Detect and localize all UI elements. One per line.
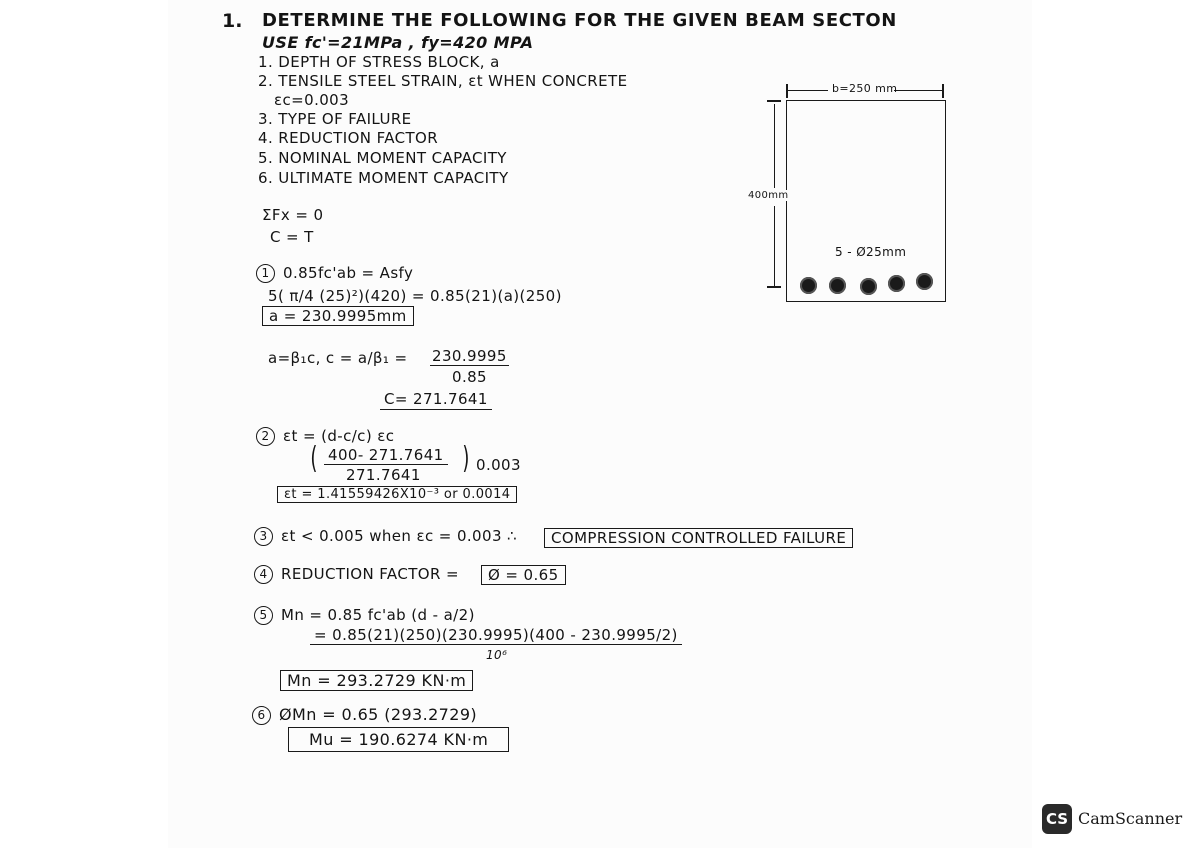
c-relation: a=β₁c, c = a/β₁ = [268, 349, 408, 367]
step-2-fraction-numerator: 400- 271.7641 [324, 446, 448, 465]
step-5-equation: Mn = 0.85 fc'ab (d - a/2) [281, 606, 475, 624]
step-5-denominator: 10⁶ [486, 648, 508, 662]
step-2-marker: 2 [256, 427, 275, 446]
height-label: 400mm [748, 190, 789, 201]
height-dim-line-top [774, 104, 775, 188]
problem-number: 1. [222, 10, 243, 32]
step-4-marker: 4 [254, 565, 273, 584]
equilibrium-equation: ΣFx = 0 [262, 206, 324, 224]
step-5-line-1 [254, 606, 475, 625]
width-dim-tick-right [942, 84, 944, 98]
task-item-1: 1. DEPTH OF STRESS BLOCK, a [258, 53, 500, 71]
rebar-2 [829, 277, 846, 294]
step-2-line-1 [256, 427, 394, 446]
camscanner-logo-icon: CS [1042, 804, 1072, 834]
c-result: C= 271.7641 [380, 390, 492, 410]
step-2-equation: εt = (d-c/c) εc [283, 427, 395, 445]
step-3-marker: 3 [254, 527, 273, 546]
rebar-4 [888, 275, 905, 292]
step-6-line-1 [252, 705, 477, 725]
height-dim-tick-bottom [767, 286, 781, 288]
height-dim-line-bottom [774, 206, 775, 286]
step-6-result: Mu = 190.6274 KN·m [288, 727, 509, 752]
bars-label: 5 - Ø25mm [835, 245, 907, 259]
step-6-marker: 6 [252, 706, 271, 725]
step-2-fraction-denominator: 271.7641 [346, 466, 421, 484]
task-item-2-cont: εc=0.003 [274, 91, 350, 109]
paren-right: ) [462, 441, 470, 476]
step-3-condition: εt < 0.005 when εc = 0.003 ∴ [281, 527, 517, 545]
rebar-3 [860, 278, 877, 295]
width-dim-line-left [788, 90, 828, 91]
c-fraction-denominator: 0.85 [452, 368, 487, 386]
problem-title: DETERMINE THE FOLLOWING FOR THE GIVEN BEAM SECTON [262, 10, 897, 31]
step-3-result: COMPRESSION CONTROLLED FAILURE [544, 528, 853, 548]
step-1-result: a = 230.9995mm [262, 306, 414, 326]
rebar-1 [800, 277, 817, 294]
paren-left: ( [310, 441, 318, 476]
step-1-line-1 [256, 264, 413, 283]
task-item-4: 4. REDUCTION FACTOR [258, 129, 439, 147]
c-fraction-numerator: 230.9995 [432, 347, 507, 365]
step-4-label: REDUCTION FACTOR = [281, 565, 459, 583]
task-item-5: 5. NOMINAL MOMENT CAPACITY [258, 149, 507, 167]
step-2-result: εt = 1.41559426X10⁻³ or 0.0014 [277, 486, 517, 503]
task-item-2: 2. TENSILE STEEL STRAIN, εt WHEN CONCRETE [258, 72, 628, 90]
camscanner-brand-text: CamScanner [1078, 809, 1183, 828]
step-1-equation: 0.85fc'ab = Asfy [283, 264, 414, 282]
step-5-line-2: = 0.85(21)(250)(230.9995)(400 - 230.9995/2) [310, 626, 682, 645]
step-5-marker: 5 [254, 606, 273, 625]
step-4-result: Ø = 0.65 [481, 565, 566, 585]
step-5-result: Mn = 293.2729 KN·m [280, 670, 473, 691]
width-label: b=250 mm [832, 82, 898, 95]
step-1-marker: 1 [256, 264, 275, 283]
task-item-3: 3. TYPE OF FAILURE [258, 110, 412, 128]
step-2-multiplier: 0.003 [476, 456, 521, 474]
c-equals-t: C = T [270, 228, 314, 246]
step-4-line [254, 565, 459, 584]
task-item-6: 6. ULTIMATE MOMENT CAPACITY [258, 169, 509, 187]
step-1-line-2: 5( π/4 (25)²)(420) = 0.85(21)(a)(250) [268, 287, 562, 305]
step-6-equation: ØMn = 0.65 (293.2729) [279, 705, 478, 724]
given-values: USE fc'=21MPa , fy=420 MPA [262, 33, 534, 52]
height-dim-tick-top [767, 100, 781, 102]
rebar-5 [916, 273, 933, 290]
step-3-line [254, 527, 517, 546]
beam-outline [786, 100, 946, 302]
width-dim-line-right [894, 90, 942, 91]
